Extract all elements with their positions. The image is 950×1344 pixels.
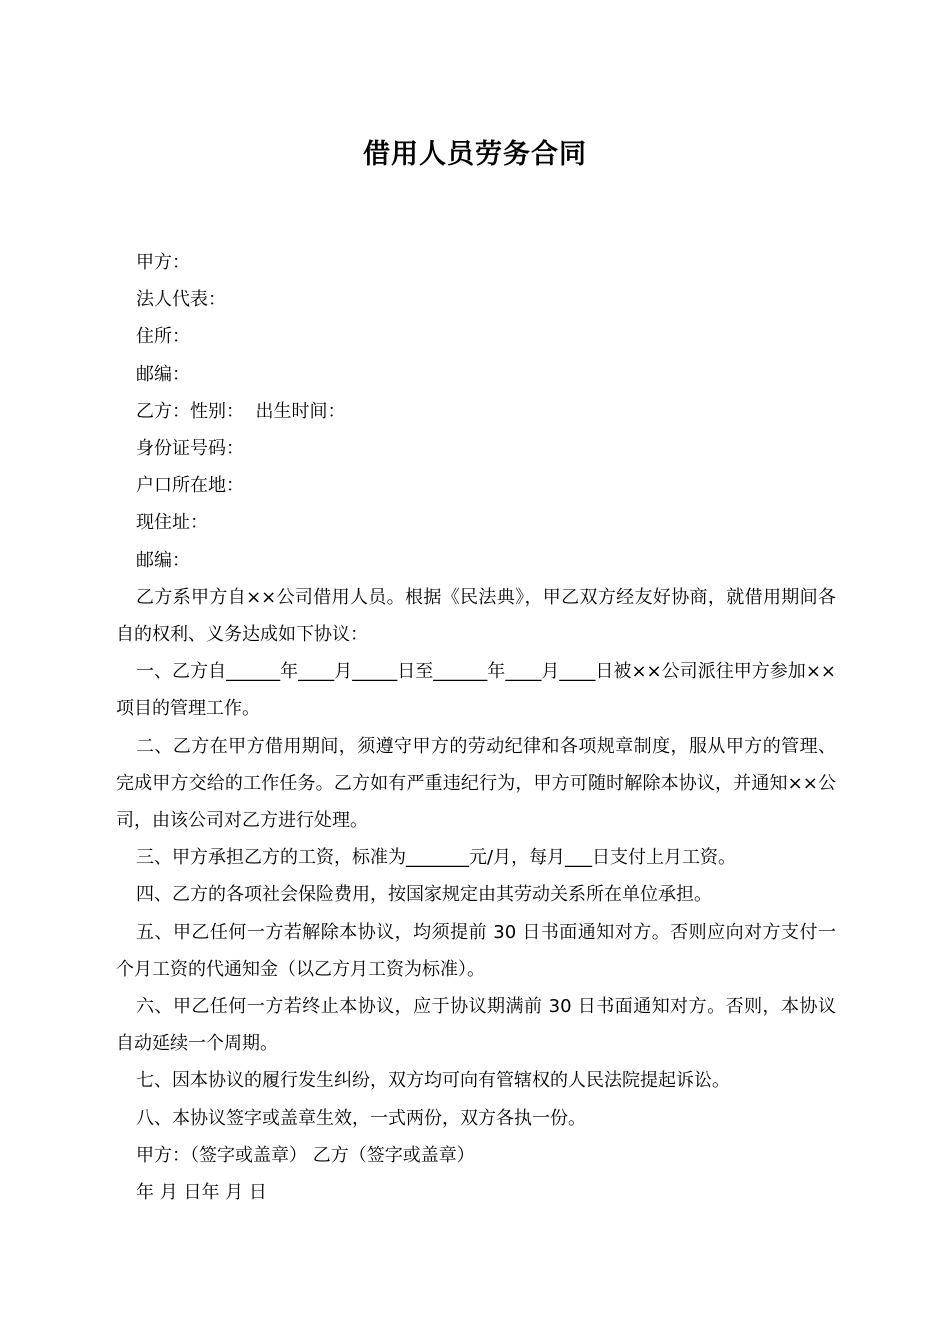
document-body	[116, 244, 836, 1211]
household-registration-line: 户口所在地：	[136, 475, 244, 497]
preamble-paragraph: 乙方系甲方自××公司借用人员。根据《民法典》，甲乙双方经友好协商，就借用期间各自的权利、义务达成如下协议：	[116, 586, 836, 646]
clause-7: 七、因本协议的履行发生纠纷，双方均可向有管辖权的人民法院提起诉讼。	[136, 1070, 730, 1092]
clause-8: 八、本协议签字或盖章生效，一式两份，双方各执一份。	[136, 1107, 586, 1129]
signature-line: 甲方：（签字或盖章） 乙方（签字或盖章）	[136, 1144, 475, 1166]
clause-6: 六、甲乙任何一方若终止本协议，应于协议期满前 30 日书面通知对方。否则，本协议自动延续一个周期。	[116, 996, 836, 1055]
party-a-postcode-line: 邮编：	[136, 363, 190, 385]
clause-1: 一、乙方自______年____月_____日至______年____月____日被××公司派往甲方参加××项目的管理工作。	[116, 661, 836, 720]
clause-5: 五、甲乙任何一方若解除本协议，均须提前 30 日书面通知对方。否则应向对方支付一个月工资的代通知金（以乙方月工资为标准）。	[116, 921, 836, 980]
party-b-postcode-line: 邮编：	[136, 549, 190, 571]
legal-representative-line: 法人代表：	[136, 289, 226, 311]
clause-4: 四、乙方的各项社会保险费用，按国家规定由其劳动关系所在单位承担。	[136, 884, 712, 906]
party-b-line: 乙方：性别： 出生时间：	[136, 400, 346, 422]
party-a-address-line: 住所：	[136, 326, 190, 348]
clause-2: 二、乙方在甲方借用期间，须遵守甲方的劳动纪律和各项规章制度，服从甲方的管理、完成甲方交给的工作任务。乙方如有严重违纪行为，甲方可随时解除本协议，并通知××公司，由该公司对乙方进行处理。	[116, 735, 836, 832]
current-address-line: 现住址：	[136, 512, 208, 534]
party-a-line: 甲方：	[136, 252, 190, 273]
id-number-line: 身份证号码：	[136, 438, 244, 460]
clause-3: 三、甲方承担乙方的工资，标准为_______元/月，每月___日支付上月工资。	[136, 847, 737, 869]
date-line: 年 月 日年 月 日	[136, 1182, 267, 1204]
document-title: 借用人员劳务合同	[363, 139, 587, 170]
